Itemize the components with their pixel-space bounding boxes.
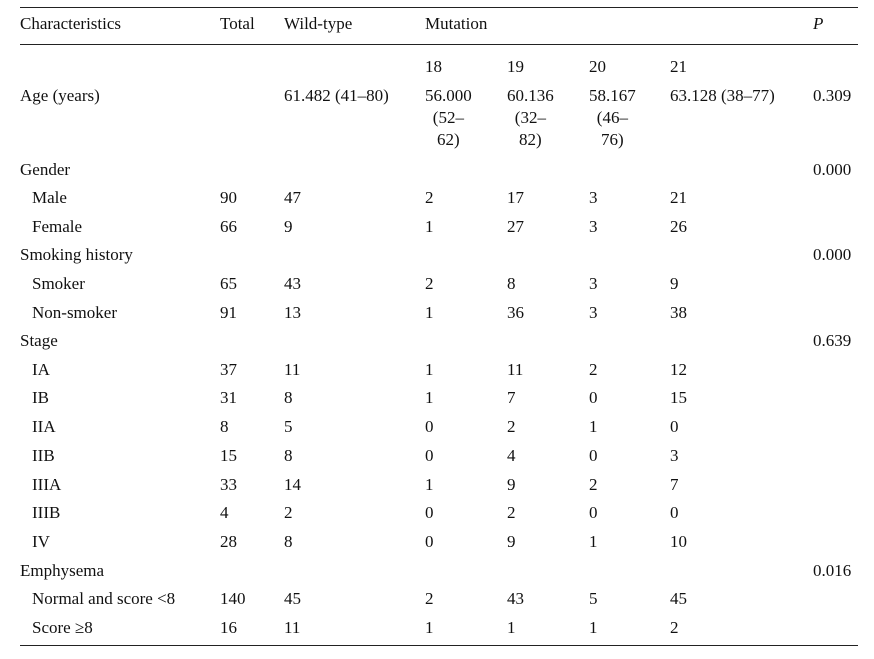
row-e18: 1 xyxy=(425,475,434,494)
exon-18: 18 xyxy=(425,57,442,76)
row-wild: 5 xyxy=(284,417,293,436)
row-e18: 0 xyxy=(425,503,434,522)
table-header-rule xyxy=(20,44,858,45)
row-e18: 0 xyxy=(425,446,434,465)
row-e18: 1 xyxy=(425,303,434,322)
row-total: 28 xyxy=(220,532,237,551)
row-label: IA xyxy=(32,360,50,379)
row-e19: 43 xyxy=(507,589,524,608)
group-p: 0.000 xyxy=(813,245,852,264)
row-wild: 8 xyxy=(284,388,293,407)
group-p: 0.639 xyxy=(813,331,852,350)
row-e20: 1 xyxy=(589,417,598,436)
row-total: 66 xyxy=(220,217,237,236)
row-e21: 7 xyxy=(670,475,679,494)
row-e19: 17 xyxy=(507,188,524,207)
row-e19: 36 xyxy=(507,303,524,322)
row-wild: 11 xyxy=(284,618,301,637)
row-e21: 0 xyxy=(670,503,679,522)
row-e21: 38 xyxy=(670,303,687,322)
row-total: 140 xyxy=(220,589,246,608)
row-e20: 3 xyxy=(589,303,598,322)
row-wild: 45 xyxy=(284,589,301,608)
row-e18: 1 xyxy=(425,388,434,407)
row-label: Male xyxy=(32,188,67,207)
row-e20: 2 xyxy=(589,360,598,379)
row-e18: 0 xyxy=(425,532,434,551)
row-wild: 8 xyxy=(284,532,293,551)
exon-19: 19 xyxy=(507,57,524,76)
row-e19: 8 xyxy=(507,274,516,293)
row-e20: 3 xyxy=(589,217,598,236)
row-e20: 0 xyxy=(589,388,598,407)
row-label: IV xyxy=(32,532,50,551)
row-total: 31 xyxy=(220,388,237,407)
row-e19: 4 xyxy=(507,446,516,465)
row-e20: 1 xyxy=(589,532,598,551)
row-e18: 2 xyxy=(425,274,434,293)
row-e21: 26 xyxy=(670,217,687,236)
row-e20: 0 xyxy=(589,503,598,522)
row-label: Smoker xyxy=(32,274,85,293)
row-e20: 0 xyxy=(589,446,598,465)
group-label: Emphysema xyxy=(20,561,105,580)
row-e20: 2 xyxy=(589,475,598,494)
row-total: 4 xyxy=(220,503,229,522)
age-p: 0.309 xyxy=(813,86,852,105)
row-e21: 2 xyxy=(670,618,679,637)
row-total: 16 xyxy=(220,618,237,637)
row-e18: 1 xyxy=(425,217,434,236)
row-total: 65 xyxy=(220,274,237,293)
row-total: 37 xyxy=(220,360,237,379)
row-e21: 10 xyxy=(670,532,687,551)
row-e19: 11 xyxy=(507,360,524,379)
row-e19: 9 xyxy=(507,532,516,551)
row-e21: 0 xyxy=(670,417,679,436)
row-e19: 7 xyxy=(507,388,516,407)
row-label: Normal and score <8 xyxy=(32,589,176,608)
row-label: IIIB xyxy=(32,503,61,522)
row-label: IB xyxy=(32,388,49,407)
row-label: Score ≥8 xyxy=(32,618,93,637)
group-label: Smoking history xyxy=(20,245,133,264)
row-total: 8 xyxy=(220,417,229,436)
table-top-rule xyxy=(20,7,858,8)
row-e20: 1 xyxy=(589,618,598,637)
group-p: 0.016 xyxy=(813,561,852,580)
row-e21: 15 xyxy=(670,388,687,407)
row-e21: 21 xyxy=(670,188,687,207)
table-bottom-rule xyxy=(20,645,858,646)
row-e18: 1 xyxy=(425,618,434,637)
group-p: 0.000 xyxy=(813,160,852,179)
exon-20: 20 xyxy=(589,57,606,76)
row-label: IIA xyxy=(32,417,56,436)
age-exon21: 63.128 (38–77) xyxy=(670,86,775,105)
row-label: Non-smoker xyxy=(32,303,117,322)
row-wild: 11 xyxy=(284,360,301,379)
row-total: 33 xyxy=(220,475,237,494)
row-e19: 2 xyxy=(507,503,516,522)
row-e19: 9 xyxy=(507,475,516,494)
header-mutation: Mutation xyxy=(425,14,488,33)
row-total: 91 xyxy=(220,303,237,322)
row-e18: 2 xyxy=(425,188,434,207)
header-wild-type: Wild-type xyxy=(284,14,353,33)
row-e19: 1 xyxy=(507,618,516,637)
row-wild: 9 xyxy=(284,217,293,236)
header-characteristics: Characteristics xyxy=(20,14,122,33)
exon-21: 21 xyxy=(670,57,687,76)
row-wild: 14 xyxy=(284,475,301,494)
age-exon19: 60.136 (32– 82) xyxy=(507,86,554,149)
row-total: 90 xyxy=(220,188,237,207)
row-e18: 2 xyxy=(425,589,434,608)
age-exon18: 56.000 (52– 62) xyxy=(425,86,472,149)
row-wild: 13 xyxy=(284,303,301,322)
age-exon20: 58.167 (46– 76) xyxy=(589,86,636,149)
row-e21: 45 xyxy=(670,589,687,608)
row-label: Female xyxy=(32,217,83,236)
row-wild: 8 xyxy=(284,446,293,465)
row-e21: 12 xyxy=(670,360,687,379)
group-label: Stage xyxy=(20,331,58,350)
group-label: Gender xyxy=(20,160,71,179)
row-e20: 5 xyxy=(589,589,598,608)
age-label: Age (years) xyxy=(20,86,100,105)
row-wild: 43 xyxy=(284,274,301,293)
row-e19: 2 xyxy=(507,417,516,436)
row-wild: 2 xyxy=(284,503,293,522)
row-e19: 27 xyxy=(507,217,524,236)
row-label: IIIA xyxy=(32,475,62,494)
row-e20: 3 xyxy=(589,274,598,293)
row-e21: 3 xyxy=(670,446,679,465)
row-e18: 0 xyxy=(425,417,434,436)
row-e18: 1 xyxy=(425,360,434,379)
row-wild: 47 xyxy=(284,188,301,207)
age-wild-type: 61.482 (41–80) xyxy=(284,86,389,105)
header-total: Total xyxy=(220,14,255,33)
row-total: 15 xyxy=(220,446,237,465)
header-p: P xyxy=(813,14,824,33)
row-e21: 9 xyxy=(670,274,679,293)
row-label: IIB xyxy=(32,446,55,465)
row-e20: 3 xyxy=(589,188,598,207)
